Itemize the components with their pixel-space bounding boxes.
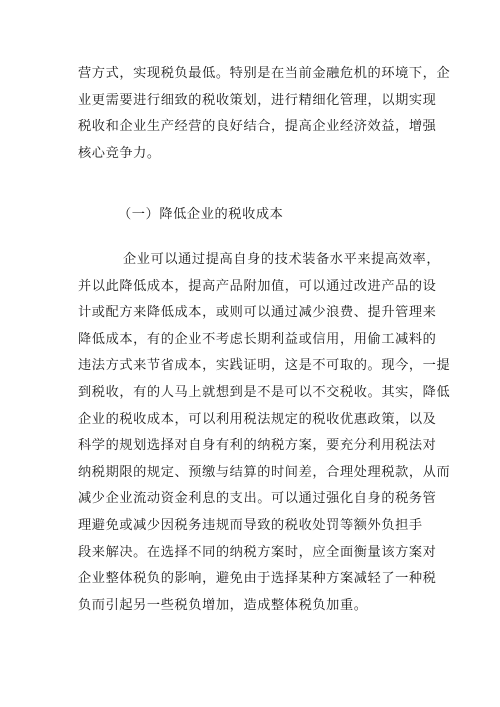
paragraph-line: 营方式，实现税负最低。特别是在当前金融危机的环境下，企 [78, 66, 451, 81]
paragraph-line: 段来解决。在选择不同的纳税方案时，应全面衡量该方案对 [78, 544, 437, 560]
paragraph-line: 纳税期限的规定、预缴与结算的时间差，合理处理税款，从而 [78, 464, 451, 480]
paragraph-line: 业更需要进行细致的税收策划，进行精细化管理，以期实现 [78, 92, 437, 108]
paragraph-line: 企业整体税负的影响，避免由于选择某种方案减轻了一种税 [78, 571, 437, 587]
paragraph-line: 到税收，有的人马上就想到是不是可以不交税收。其实，降低 [78, 384, 451, 400]
paragraph-tax-cost [78, 247, 450, 619]
paragraph-line: 并以此降低成本，提高产品附加值，可以通过改进产品的设 [78, 278, 437, 294]
paragraph-intro [78, 61, 450, 167]
section-heading [118, 202, 283, 229]
paragraph-line: 税收和企业生产经营的良好结合，提高企业经济效益，增强 [78, 119, 437, 135]
paragraph-line: 理避免或减少因税务违规而导致的税收处罚等额外负担手 [78, 517, 423, 533]
paragraph-line: 减少企业流动资金利息的支出。可以通过强化自身的税务管 [78, 491, 437, 507]
section-heading-text: （一）降低企业的税收成本 [118, 207, 284, 222]
paragraph-line: 违法方式来节省成本，实践证明，这是不可取的。现今，一提 [78, 358, 451, 374]
paragraph-line: 计或配方来降低成本，或则可以通过减少浪费、提升管理来 [78, 305, 437, 321]
paragraph-line: 企业的税收成本，可以利用税法规定的税收优惠政策，以及 [78, 411, 437, 427]
paragraph-line: 核心竞争力。 [78, 145, 161, 161]
paragraph-line: 降低成本，有的企业不考虑长期利益或信用，用偷工减料的 [78, 331, 437, 347]
paragraph-line: 科学的规划选择对自身有利的纳税方案，要充分利用税法对 [78, 438, 437, 454]
paragraph-line: 负而引起另一些税负增加，造成整体税负加重。 [78, 597, 368, 613]
paragraph-line: 企业可以通过提高自身的技术装备水平来提高效率， [123, 252, 441, 267]
